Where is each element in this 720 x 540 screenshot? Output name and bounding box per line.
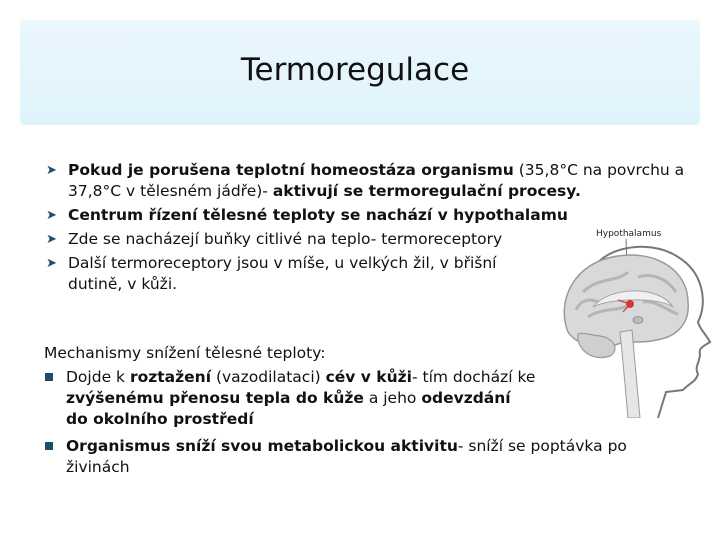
bold-text-segment: Centrum řízení tělesné teploty se nachází v hypothalamu [68, 206, 568, 224]
bold-text-segment: zvýšenému přenosu tepla do kůže [66, 389, 364, 407]
brainstem [620, 330, 640, 418]
bullet-item [46, 160, 696, 202]
mechanisms-heading: Mechanismy snížení tělesné teploty: [44, 344, 326, 362]
hypothalamus-label: Hypothalamus [596, 229, 662, 239]
pituitary [633, 317, 643, 324]
text-segment: Další termoreceptory jsou v míše, u velkých žil, v břišní dutině, v kůži. [68, 254, 497, 293]
text-segment: Dojde k [66, 368, 130, 386]
bullet-text [68, 230, 502, 248]
text-segment: a jeho [363, 389, 422, 407]
text-segment: (35,8°C na povrchu a 37,8°C v tělesném jádře)- [68, 161, 685, 200]
text-segment: - sníží se poptávka po živinách [66, 437, 627, 476]
mechanism-text [66, 437, 627, 476]
mechanism-text [66, 368, 535, 428]
text-segment: (vazodilataci) [211, 368, 326, 386]
bullet-text [68, 161, 684, 200]
bold-text-segment: Organismus sníží svou metabolickou aktivitu [66, 437, 458, 455]
bold-text-segment: odevzdání do okolního prostředí [66, 389, 511, 428]
page-title: Termoregulace [240, 52, 470, 88]
square-bullet-icon [45, 373, 53, 381]
square-bullet-icon [45, 442, 53, 450]
bullet-text [68, 206, 568, 224]
bold-text-segment: roztažení [129, 368, 212, 386]
bullet-item [46, 253, 538, 295]
arrow-bullet-icon: ➤ [46, 232, 57, 247]
bullet-text [68, 254, 497, 293]
mechanism-item [44, 436, 636, 478]
arrow-bullet-icon: ➤ [46, 256, 57, 271]
bold-text-segment: aktivují se termoregulační procesy. [272, 182, 581, 200]
arrow-bullet-icon: ➤ [46, 163, 57, 178]
bold-text-segment: cév v kůži [325, 368, 412, 386]
bold-text-segment: Pokud je porušena teplotní homeostáza organismu [68, 161, 514, 179]
mechanism-item [44, 367, 536, 430]
arrow-bullet-icon: ➤ [46, 208, 57, 223]
text-segment: Zde se nacházejí buňky citlivé na teplo- termoreceptory [68, 230, 503, 248]
text-segment: - tím dochází ke [412, 368, 536, 386]
brain-head-illustration [548, 222, 720, 418]
